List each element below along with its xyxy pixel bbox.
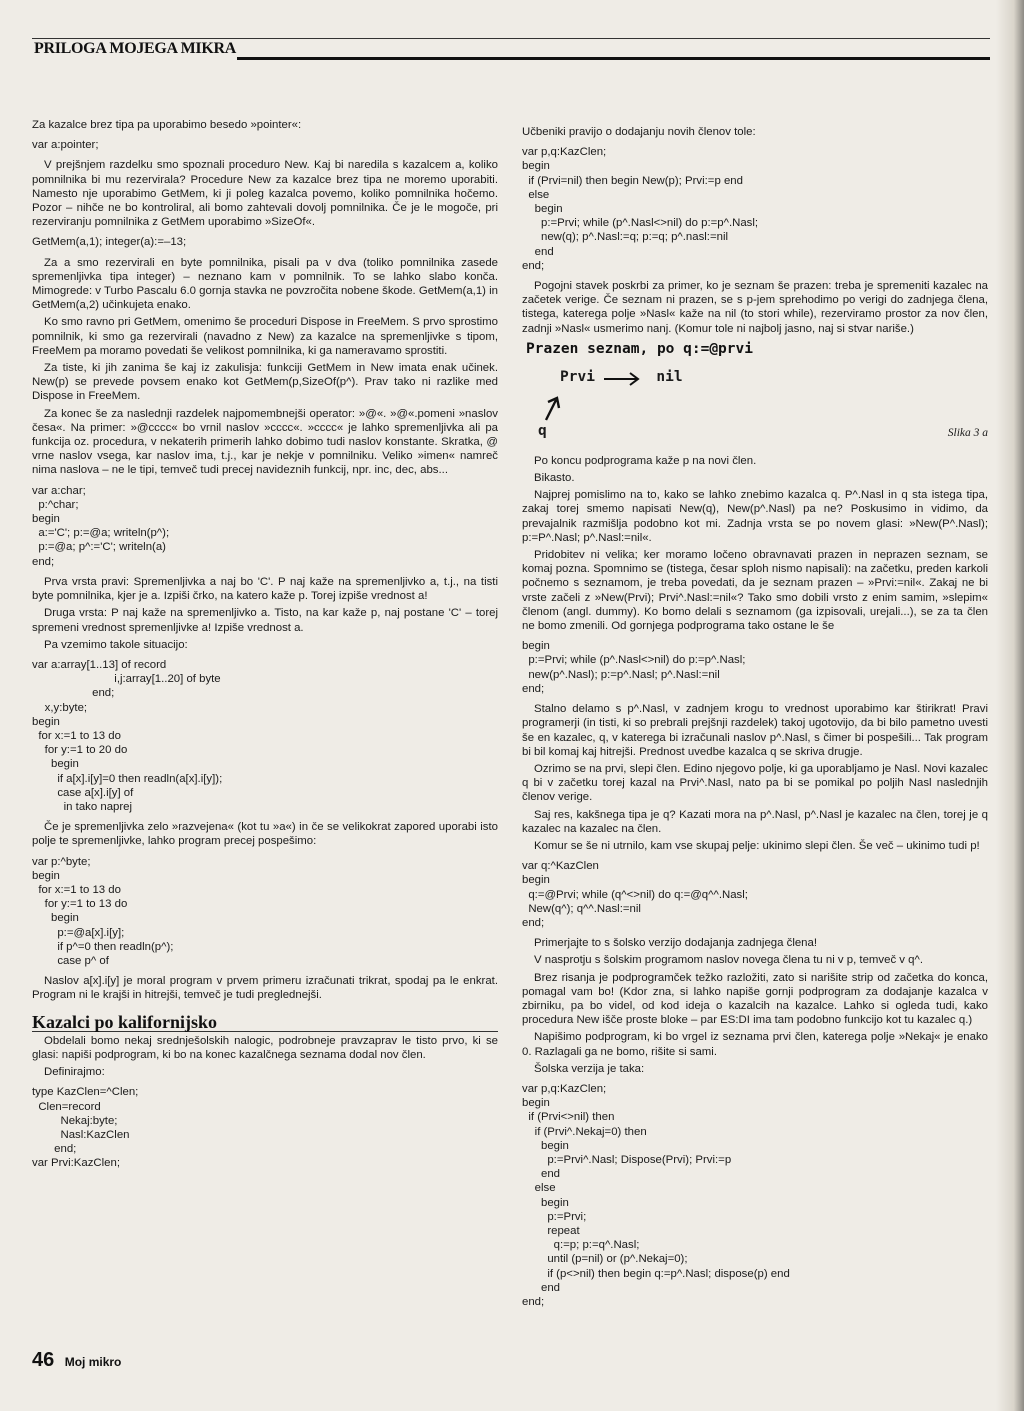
code-listing	[522, 859, 988, 930]
code-line: begin	[32, 912, 79, 925]
code-line: p:=Prvi; while (p^.Nasl<>nil) do p:=p^.Nasl;	[522, 654, 746, 667]
code-line: a:='C'; p:=@a; writeln(p^);	[32, 527, 170, 540]
paragraph: V prejšnjem razdelku smo spoznali proceduro New. Kaj bi naredila s kazalcem a, koliko pomnilnika bi mu rezervirala? Procedure New za kazalce brez tipa ne moremo uporabiti. Namesto nje uporabimo GetMem, ki ji poleg kazalca povemo, koliko pomnilnika hočemo. Pozor – nihče ne bo kontroliral, ali bomo zahtevali dovolj pomnilnika. Če je le mogoče, pri rezerviranju pomnilnika z GetMem uporabimo »SizeOf«.	[32, 159, 498, 229]
paragraph: Prva vrsta pravi: Spremenljivka a naj bo 'C'. P naj kaže na spremenljivko a, t.j., na tisti byte pomnilnika, kjer je a. Izpiši črko, na katero kaže p. Torej izpiše vrednost a!	[32, 575, 498, 603]
code-listing	[32, 855, 498, 969]
paragraph: Pogojni stavek poskrbi za primer, ko je seznam še prazen: treba je spremeniti kazalec na začetek verige. Če seznam ni prazen, se s p-jem sprehodimo po verigi do zadnjega člena, tistega, katerega polje »Nasl« kaže na nil (to stori while), rezerviramo prostor za nov člen, zadnji »Nasl« usmerimo nanj. (Komur tole ni najbolj jasno, naj si stvar nariše.)	[522, 280, 988, 335]
section-heading: Kazalci po kalifornijsko	[32, 1015, 498, 1032]
code-line: begin	[522, 1097, 550, 1110]
code-line: if p^=0 then readln(p^);	[32, 940, 174, 953]
code-line: begin	[522, 160, 550, 173]
code-line: for x:=1 to 13 do	[32, 883, 121, 896]
paragraph: V nasprotju s šolskim programom naslov novega člena tu ni v p, temveč v q^.	[534, 954, 924, 967]
paragraph: Primerjajte to s šolsko verzijo dodajanja zadnjega člena!	[534, 937, 818, 950]
page-number: 46	[32, 1349, 55, 1371]
code-line: q:=p; p:=q^.Nasl;	[522, 1239, 640, 1252]
code-line: p:=Prvi; while (p^.Nasl<>nil) do p:=p^.Nasl;	[522, 217, 759, 230]
code-line: begin	[522, 640, 550, 653]
code-line: for y:=1 to 13 do	[32, 898, 128, 911]
code-line: p:=@a; p^:='C'; writeln(a)	[32, 541, 166, 554]
paragraph: Za tiste, ki jih zanima še kaj iz zakulisja: funkciji GetMem in New imata enak učinek. New(p) se prevede povsem enako kot GetMem(p,SizeOf(p^). Prav tako ni razlike med Dispose in FreeMem.	[32, 362, 498, 403]
right-column-top	[522, 125, 988, 336]
paragraph: Ko smo ravno pri GetMem, omenimo še proceduri Dispose in FreeMem. S prvo sprostimo pomnilnik, ki smo ga rezervirali (navadno z New) za kazalce na spremenljivke s tipom, FreeMem pa moramo povedati še velikost pomnilnika, ki ga nameravamo sprostiti.	[32, 316, 498, 357]
left-column	[32, 118, 498, 1177]
paragraph: Ozrimo se na prvi, slepi člen. Edino njegovo polje, ki ga uporabljamo je Nasl. Novi kazalec q bi v začetku torej kazal na Prvi^.Nasl, nato pa bi se pomikal po poljih Nasl naslednjih členov verige.	[522, 762, 988, 804]
figure-3a	[522, 342, 988, 450]
figure-node-prvi: Prvi	[560, 368, 595, 385]
paragraph: Napišimo podprogram, ki bo vrgel iz seznama prvi člen, katerega polje »Nekaj« je enako 0. Razlagali ga ne bomo, rišite si sami.	[522, 1031, 988, 1058]
code-listing	[32, 1085, 498, 1170]
code-line: end	[522, 1281, 560, 1294]
code-line: end;	[522, 259, 545, 272]
code-listing	[32, 235, 498, 249]
code-line: var Prvi:KazClen;	[32, 1157, 120, 1170]
code-line: q:=@Prvi; while (q^<>nil) do q:=@q^^.Nasl;	[522, 888, 748, 901]
right-column	[522, 125, 988, 1315]
paragraph: Po koncu podprograma kaže p na novi člen.	[534, 454, 757, 467]
magazine-name: Moj mikro	[64, 1355, 122, 1369]
code-line: if (p<>nil) then begin q:=p^.Nasl; dispose(p) end	[522, 1267, 790, 1280]
code-line: for y:=1 to 20 do	[32, 744, 128, 757]
code-line: Nekaj:byte;	[32, 1114, 118, 1127]
code-line: if (Prvi<>nil) then	[522, 1111, 615, 1124]
code-line: p:=@a[x].i[y];	[32, 926, 125, 939]
code-line: until (p=nil) or (p^.Nekaj=0);	[522, 1253, 688, 1266]
code-line: begin	[32, 758, 79, 771]
figure-title: Prazen seznam, po q:=@prvi	[526, 340, 753, 357]
code-line: case p^ of	[32, 954, 109, 967]
code-line: begin	[522, 1139, 569, 1152]
page-footer	[32, 1349, 121, 1372]
paragraph: Učbeniki pravijo o dodajanju novih členov tole:	[522, 126, 756, 138]
paragraph: Komur se še ni utrnilo, kam vse skupaj pelje: ukinimo slepi člen. Še več – ukinimo tudi p!	[534, 839, 980, 852]
code-line: p:=Prvi;	[522, 1210, 587, 1223]
code-line: i,j:array[1..20] of byte	[32, 673, 221, 686]
paragraph: Za kazalce brez tipa pa uporabimo besedo »pointer«:	[32, 119, 302, 131]
code-line: begin	[522, 203, 563, 216]
code-line: p:^char;	[32, 498, 79, 511]
code-line: for x:=1 to 13 do	[32, 729, 121, 742]
header-bottom-rule	[237, 57, 990, 60]
code-line: case a[x].i[y] of	[32, 786, 134, 799]
figure-arrows	[522, 342, 722, 442]
code-line: end;	[32, 555, 55, 568]
code-line: begin	[32, 715, 60, 728]
paragraph: Če je spremenljivka zelo »razvejena« (kot tu »a«) in če se velikokrat zapored uporabi isto polje te spremenljivke, lahko program precej pospešimo:	[32, 821, 498, 848]
paragraph: Brez risanja je podprogramček težko razložiti, zato si narišite strip od začetka do konca, pomagal vam bo! (Kdor zna, si lahko napiše gornji podprogram za dodajanje kazalca v zbirniku, pa bo videl, od kod ideja o kazalcih na kazalce. Lahko si ogleda tudi, kako procedura New išče proste bloke – par ES:DI ima tam podobno funkcijo kot tu kazalec q.)	[522, 971, 988, 1027]
code-line: var a:pointer;	[32, 139, 99, 152]
code-line: if (Prvi^.Nekaj=0) then	[522, 1125, 647, 1138]
code-line: begin	[32, 513, 60, 526]
header-top-rule	[32, 38, 990, 39]
paragraph: Najprej pomislimo na to, kako se lahko znebimo kazalca q. P^.Nasl in q sta istega tipa, zakaj torej smemo napisati New(q), New(p^.Nasl) pa ne? Poskusimo in vidimo, da prevajalnik razmišlja podobno kot mi. Zadnja vrsta se po novem glasi: »New(P^.Nasl); p:=P^.Nasl; p^.Nasl:=nil«.	[522, 489, 988, 544]
code-line: else	[522, 188, 550, 201]
paragraph: Pridobitev ni velika; ker moramo ločeno obravnavati prazen in neprazen seznam, se komaj pozna. Spomnimo se (tistega, česar sploh nismo napisali): na začetku, preden karkoli počnemo s seznamom, je treba povedati, da je seznam prazen – »Prvi:=nil«. Zakaj ne bi vrste začeli z »New(Prvi); Prvi^.Nasl:=nil«? Tako smo dobili vrsto z enim samim, »slepim« členom (angl. dummy). Ko bomo delali s seznamom (ga izpisovali, urejali...), se za ta člen ne bomo zmenili. Od gornjega podprograma tako ostane le še	[522, 549, 988, 633]
paragraph: Za konec še za naslednji razdelek najpomembnejši operator: »@«. »@«.pomeni »naslov česa«. Na primer: »@cccc« bo vrnil naslov »cccc«. »cccc« je lahko spremenljivka ali pa funkcija oz. procedura, v nekaterih primerih lahko dobimo tudi naslov konstante. Skratka, @ vrne naslov vsega, kar naslov ima, t.j., kar je nekje v pomnilniku. Veliko »imen« namreč nima naslova – ne le tipi, temveč tudi precej navideznih funkcij, npr. inc, dec, abs...	[32, 407, 498, 477]
code-line: else	[522, 1182, 556, 1195]
code-listing	[32, 484, 498, 569]
paragraph: Obdelali bomo nekaj srednješolskih nalogic, podrobneje pravzaprav le tisto prvo, ki se glasi: napiši podprogram, ki bo na konec kazalčnega seznama dodal nov člen.	[32, 1034, 498, 1061]
next-page-edge	[1014, 0, 1024, 1411]
code-line: new(p^.Nasl); p:=p^.Nasl; p^.Nasl:=nil	[522, 668, 720, 681]
paragraph: Pa vzemimo takole situacijo:	[44, 638, 188, 651]
figure-pointer-q: q	[538, 422, 547, 439]
paragraph: Stalno delamo s p^.Nasl, v zadnjem krogu to vrednost uporabimo kar štirikrat! Pravi programerji (in tisti, ki so prebrali prejšnji razdelek) takoj ugotovijo, da bi bilo pametno uvesti še en kazalec, q, v katerega bi izračunali naslov p^.Nasl, s čimer bi pospešili... Tak program bi bil komaj kaj hitrejši. Prednost uvedbe kazalca q se skriva drugje.	[522, 703, 988, 758]
paragraph: Bikasto.	[534, 472, 575, 485]
code-line: if (Prvi=nil) then begin New(p); Prvi:=p end	[522, 174, 743, 187]
paragraph: Druga vrsta: P naj kaže na spremenljivko a. Tisto, na kar kaže p, naj postane 'C' – torej spremeni vrednost spremenljivke a! Izpiše vrednost a.	[32, 607, 498, 634]
code-line: Clen=record	[32, 1100, 101, 1113]
code-line: x,y:byte;	[32, 701, 88, 714]
code-line: type KazClen=^Clen;	[32, 1086, 139, 1099]
code-line: var p:^byte;	[32, 855, 91, 868]
code-listing	[32, 658, 498, 814]
header-title: PRILOGA MOJEGA MIKRA	[34, 40, 237, 57]
code-line: var a:array[1..13] of record	[32, 658, 167, 671]
page-edge-shadow	[996, 0, 1014, 1411]
code-listing	[522, 145, 988, 273]
code-line: end	[522, 1168, 560, 1181]
code-listing	[522, 1082, 988, 1309]
code-listing	[32, 138, 498, 152]
code-line: p:=Prvi^.Nasl; Dispose(Prvi); Prvi:=p	[522, 1153, 732, 1166]
paragraph: Definirajmo:	[44, 1066, 105, 1079]
code-line: New(q^); q^^.Nasl:=nil	[522, 902, 641, 915]
code-line: begin	[32, 869, 60, 882]
code-line: new(q); p^.Nasl:=q; p:=q; p^.nasl:=nil	[522, 231, 729, 244]
code-line: in tako naprej	[32, 800, 133, 813]
code-line: end;	[32, 1143, 77, 1156]
paragraph: Saj res, kakšnega tipa je q? Kazati mora na p^.Nasl, p^.Nasl je kazalec na člen, torej je q kazalec na kazalec na člen.	[522, 808, 988, 835]
code-line: end;	[522, 682, 545, 695]
code-line: Nasl:KazClen	[32, 1129, 130, 1141]
code-line: var q:^KazClen	[522, 860, 599, 873]
page-header	[32, 34, 990, 64]
code-line: var a:char;	[32, 484, 86, 497]
code-line: var p,q:KazClen;	[522, 146, 607, 159]
code-line: begin	[522, 1196, 569, 1209]
code-line: repeat	[522, 1225, 580, 1237]
code-line: end;	[32, 687, 115, 700]
figure-caption: Slika 3 a	[947, 426, 988, 439]
code-line: end;	[522, 916, 545, 929]
paragraph: Šolska verzija je taka:	[534, 1062, 645, 1075]
paragraph: Za a smo rezervirali en byte pomnilnika, pisali pa v dva (toliko pomnilnika zasede spremenljivka tipa integer) – neznano kam v pomnilnik. To se lahko slabo konča. Mimogrede: v Turbo Pascalu 6.0 gornja stavka ne povzročita nobene škode. GetMem(a,1) in GetMem(a,2) učinkujeta enako.	[32, 256, 498, 312]
code-line: GetMem(a,1); integer(a):=–13;	[32, 236, 187, 249]
arrow-up-line	[546, 400, 556, 420]
right-column-bottom	[522, 454, 988, 1309]
paragraph: Naslov a[x].i[y] je moral program v prvem primeru izračunati trikrat, spodaj pa le enkrat. Program ni le krajši in hitrejši, temveč je tudi preglednejši.	[32, 975, 498, 1002]
code-line: end;	[522, 1296, 545, 1309]
code-line: var p,q:KazClen;	[522, 1082, 607, 1095]
code-line: if a[x].i[y]=0 then readln(a[x].i[y]);	[32, 772, 223, 785]
code-line: begin	[522, 874, 550, 887]
code-listing	[522, 639, 988, 696]
figure-node-nil: nil	[656, 368, 683, 385]
code-line: end	[522, 245, 554, 258]
